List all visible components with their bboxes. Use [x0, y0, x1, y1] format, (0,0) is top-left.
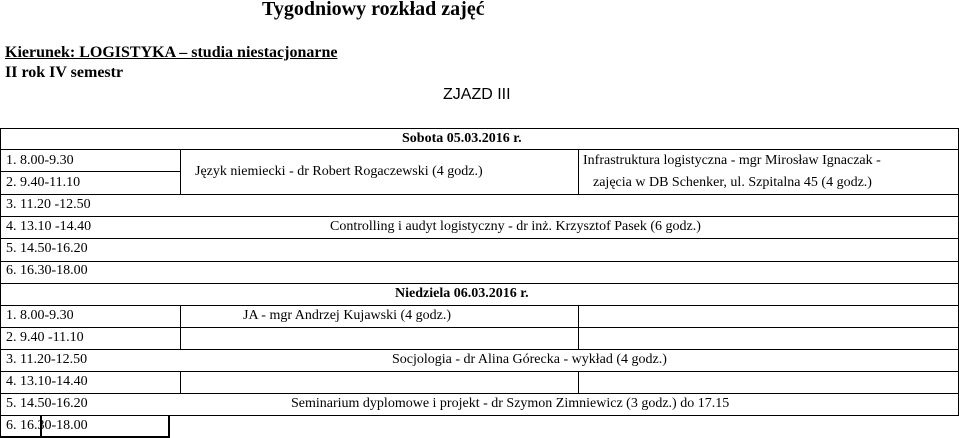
infra-class-line1: Infrastruktura logistyczna - mgr Mirosław Ignaczak -	[583, 153, 881, 168]
sat-slot-4: 4. 13.10 -14.40	[6, 219, 92, 234]
controlling-class: Controlling i audyt logistyczny - dr inż. Krzysztof Pasek (6 godz.)	[330, 219, 701, 234]
sun-slot-5: 5. 14.50-16.20	[6, 396, 88, 411]
sat-slot-3: 3. 11.20 -12.50	[6, 197, 91, 212]
sat-slot-5: 5. 14.50-16.20	[6, 241, 88, 256]
sun-slot-1: 1. 8.00-9.30	[6, 308, 74, 323]
sun-slot-6: 6. 16.30-18.00	[6, 418, 88, 433]
german-class: Język niemiecki - dr Robert Rogaczewski (4 godz.)	[195, 164, 483, 179]
program-label: Kierunek: LOGISTYKA – studia niestacjonarne	[5, 44, 338, 61]
seminarium-class: Seminarium dyplomowe i projekt - dr Szymon Zimniewicz (3 godz.) do 17.15	[291, 396, 730, 411]
infra-class-line2: zajęcia w DB Schenker, ul. Szpitalna 45 (4 godz.)	[593, 175, 872, 190]
zjazd-label: ZJAZD III	[443, 86, 511, 103]
sun-slot-4: 4. 13.10-14.40	[6, 374, 88, 389]
page-title: Tygodniowy rozkład zajęć	[262, 0, 485, 20]
sat-slot-6: 6. 16.30-18.00	[6, 263, 88, 278]
sun-slot-3: 3. 11.20-12.50	[6, 352, 88, 367]
ja-class: JA - mgr Andrzej Kujawski (4 godz.)	[243, 308, 452, 323]
sat-slot-2: 2. 9.40-11.10	[6, 175, 81, 190]
semester-label: II rok IV semestr	[5, 64, 124, 81]
socjologia-class: Socjologia - dr Alina Górecka - wykład (4 godz.)	[392, 352, 667, 367]
saturday-header: Sobota 05.03.2016 r.	[402, 131, 522, 146]
sun-slot-2: 2. 9.40 -11.10	[6, 330, 84, 345]
sat-slot-1: 1. 8.00-9.30	[6, 153, 74, 168]
sunday-header: Niedziela 06.03.2016 r.	[395, 286, 529, 301]
